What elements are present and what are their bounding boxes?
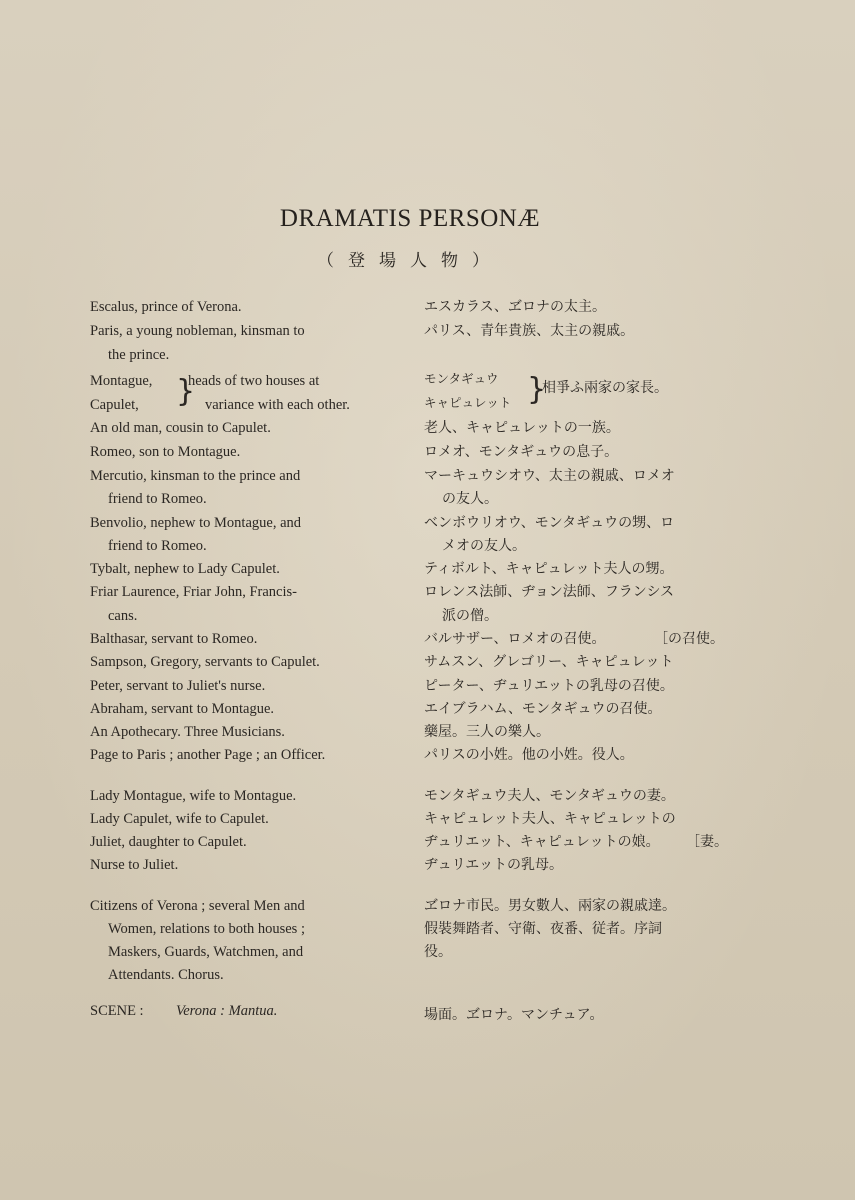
cast-jp-apothecary: 藥屋。三人の樂人。 <box>424 724 550 740</box>
cast-jp-nurse: ヂュリエットの乳母。 <box>424 857 564 873</box>
cast-en-balthasar: Balthasar, servant to Romeo. <box>90 631 258 647</box>
cast-en-tybalt: Tybalt, nephew to Lady Capulet. <box>90 561 280 577</box>
cast-en-apothecary: An Apothecary. Three Musicians. <box>90 724 285 740</box>
cast-jp-lady-capulet-overflow: ［妻。 <box>686 834 728 850</box>
cast-en-nurse: Nurse to Juliet. <box>90 857 179 873</box>
cast-en-lady-capulet: Lady Capulet, wife to Capulet. <box>90 811 269 827</box>
cast-jp-page: パリスの小姓。他の小姓。役人。 <box>424 747 634 763</box>
cast-jp-heads: 相爭ふ兩家の家長。 <box>542 380 668 396</box>
cast-en-romeo: Romeo, son to Montague. <box>90 444 241 460</box>
cast-en-peter: Peter, servant to Juliet's nurse. <box>90 678 266 694</box>
cast-jp-lady-capulet: キャピュレット夫人、キャピュレットの <box>424 811 676 827</box>
cast-en-juliet: Juliet, daughter to Capulet. <box>90 834 247 850</box>
cast-jp-friars: ロレンス法師、ヂョン法師、フランシス <box>424 584 675 600</box>
cast-jp-maskers: 假裝舞踏者、守衛、夜番、従者。序詞 <box>424 921 662 937</box>
cast-jp-sampson: サムスン、グレゴリー、キャピュレット <box>424 654 674 670</box>
cast-en-paris: Paris, a young nobleman, kinsman to <box>90 323 305 339</box>
cast-jp-capulet: キャピュレット <box>424 395 512 410</box>
cast-en-mercutio-cont: friend to Romeo. <box>108 491 207 507</box>
cast-jp-benvolio: ベンボウリオウ、モンタギュウの甥、ロ <box>424 515 675 531</box>
cast-jp-scene: 場面。ヹロナ。マンチュア。 <box>424 1007 604 1023</box>
cast-jp-benvolio-cont: メオの友人。 <box>442 538 526 554</box>
cast-en-abraham: Abraham, servant to Montague. <box>90 701 275 717</box>
cast-jp-chorus: 役。 <box>424 944 452 960</box>
cast-en-friars-cont: cans. <box>108 608 138 624</box>
cast-jp-abraham: エイブラハム、モンタギュウの召使。 <box>424 701 662 717</box>
cast-jp-juliet: ヂュリエット、キャピュレットの娘。 <box>424 834 660 850</box>
cast-jp-mercutio-cont: の友人。 <box>442 491 498 507</box>
cast-en-capulet: Capulet, <box>90 397 139 413</box>
cast-en-citizens-cont1: Women, relations to both houses ; <box>108 921 305 937</box>
cast-jp-escalus: エスカラス、ヹロナの太主。 <box>424 299 606 315</box>
cast-en-sampson: Sampson, Gregory, servants to Capulet. <box>90 654 320 670</box>
cast-jp-citizens: ヹロナ市民。男女數人、兩家の親戚達。 <box>424 898 676 914</box>
cast-jp-romeo: ロメオ、モンタギュウの息子。 <box>424 444 619 460</box>
cast-en-heads: heads of two houses at <box>188 373 320 389</box>
cast-jp-friars-cont: 派の僧。 <box>442 608 498 624</box>
cast-en-citizens: Citizens of Verona ; several Men and <box>90 898 305 914</box>
cast-jp-lady-montague: モンタギュウ夫人、モンタギュウの妻。 <box>424 788 675 804</box>
cast-jp-balthasar: バルサザー、ロメオの召使。 <box>424 631 606 647</box>
right-brace-glyph: } <box>527 372 547 407</box>
page-subtitle: （登場人物） <box>317 251 503 271</box>
cast-en-old-man: An old man, cousin to Capulet. <box>90 420 271 436</box>
left-brace-glyph: } <box>176 374 196 409</box>
cast-en-benvolio-cont: friend to Romeo. <box>108 538 207 554</box>
cast-en-friars: Friar Laurence, Friar John, Francis- <box>90 584 297 600</box>
page-title: DRAMATIS PERSONÆ <box>279 205 541 232</box>
cast-jp-paris: パリス、青年貴族、太主の親戚。 <box>424 323 635 339</box>
cast-jp-peter: ピーター、ヂュリエットの乳母の召使。 <box>424 678 674 694</box>
cast-jp-old-man: 老人、キャピュレットの一族。 <box>424 420 620 436</box>
cast-en-citizens-cont3: Attendants. Chorus. <box>108 967 224 983</box>
scene-label: SCENE : <box>90 1003 144 1019</box>
cast-en-montague: Montague, <box>90 373 153 389</box>
cast-jp-sampson-overflow: ［の召使。 <box>654 631 724 647</box>
cast-jp-tybalt: ティボルト、キャピュレット夫人の甥。 <box>424 561 674 577</box>
cast-en-lady-montague: Lady Montague, wife to Montague. <box>90 788 297 804</box>
cast-en-mercutio: Mercutio, kinsman to the prince and <box>90 468 301 484</box>
cast-jp-mercutio: マーキュウシオウ、太主の親戚、ロメオ <box>424 468 675 484</box>
cast-jp-montague: モンタギュウ <box>424 371 499 386</box>
cast-en-benvolio: Benvolio, nephew to Montague, and <box>90 515 302 531</box>
cast-en-paris-cont: the prince. <box>108 347 170 363</box>
scene-value: Verona : Mantua. <box>176 1003 278 1019</box>
cast-en-variance: variance with each other. <box>205 397 350 413</box>
cast-en-escalus: Escalus, prince of Verona. <box>90 299 242 315</box>
cast-en-citizens-cont2: Maskers, Guards, Watchmen, and <box>108 944 304 960</box>
cast-en-page: Page to Paris ; another Page ; an Officer. <box>90 747 326 763</box>
